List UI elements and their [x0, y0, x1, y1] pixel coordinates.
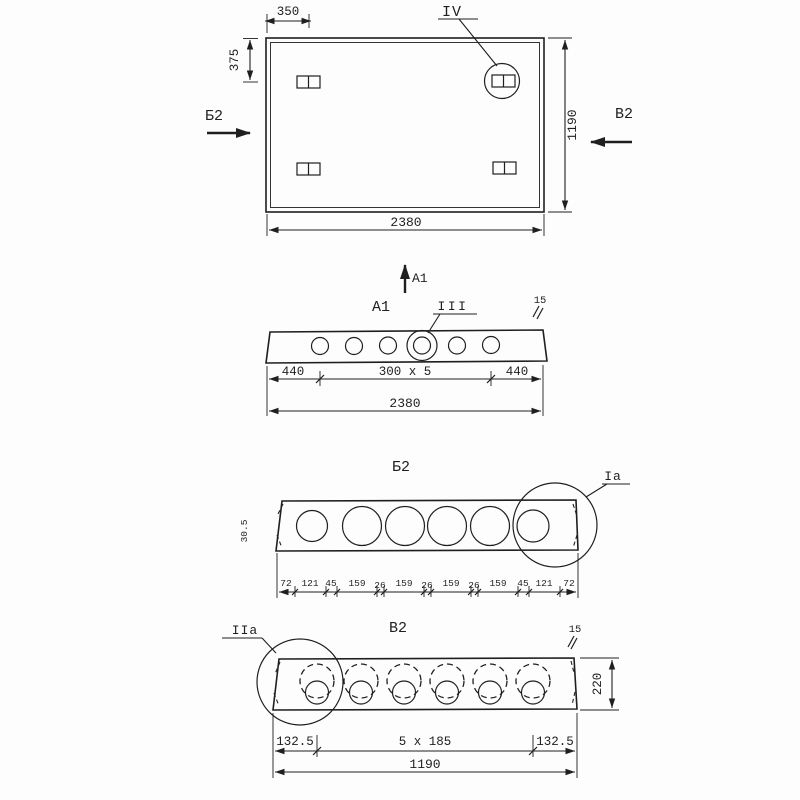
section-arrow-left-label: Б2 — [204, 108, 224, 125]
void-4 — [428, 507, 467, 546]
svg-text:26: 26 — [468, 580, 480, 591]
section-a1-title: A1 — [371, 299, 391, 316]
dim-1190-v2-label: 1190 — [409, 757, 441, 772]
svg-text:72: 72 — [280, 578, 292, 589]
lifting-loop-top-left — [297, 76, 320, 88]
void-2 — [343, 507, 382, 546]
chamfer-dash-right-bottom — [573, 535, 577, 548]
detail-circle-III — [407, 331, 437, 361]
hole-2 — [346, 338, 363, 355]
svg-text:159: 159 — [348, 578, 366, 589]
chamfer-15-label-a1: 15 — [533, 295, 547, 307]
void-3 — [386, 507, 425, 546]
dim-132-left: 132.5 — [276, 735, 314, 749]
dim-5x185: 5 x 185 — [398, 735, 452, 749]
section-v2-title: В2 — [388, 620, 408, 637]
plan-view — [205, 4, 633, 236]
svg-text:159: 159 — [395, 578, 413, 589]
svg-text:45: 45 — [517, 578, 529, 589]
dim-350-label: 350 — [276, 5, 300, 19]
section-b2-title: Б2 — [391, 459, 411, 476]
chamfer-15-label-v2: 15 — [568, 624, 582, 636]
dim-440-left: 440 — [281, 365, 305, 379]
svg-text:159: 159 — [442, 578, 460, 589]
dim-1190-label: 1190 — [565, 109, 580, 141]
void-6 — [517, 510, 549, 542]
hole-4 — [414, 337, 431, 354]
dim-30-5-label: 30.5 — [239, 519, 250, 543]
cut-arrow-a1-label: A1 — [412, 271, 428, 286]
svg-text:121: 121 — [535, 578, 553, 589]
section-b2-view — [239, 459, 630, 598]
section-a1-view — [266, 265, 547, 416]
lifting-loop-bottom-right — [493, 162, 516, 174]
detail-IIa-label: IIа — [231, 623, 259, 638]
panel-inner-edge — [271, 43, 540, 208]
void-5 — [471, 507, 510, 546]
svg-text:72: 72 — [563, 578, 575, 589]
hole-5 — [449, 337, 466, 354]
svg-text:121: 121 — [301, 578, 319, 589]
section-arrow-right-label: В2 — [614, 106, 634, 123]
dim-220-label: 220 — [591, 672, 605, 696]
hidden-voids — [300, 664, 550, 698]
detail-circle-IV — [485, 64, 520, 99]
detail-circle-Ia — [513, 483, 597, 567]
slab-section-v2-outline — [273, 658, 577, 710]
dim-chain-labels — [280, 578, 575, 591]
lifting-loop-bottom-left — [297, 163, 320, 175]
section-v2-view — [222, 620, 619, 778]
dim-300x5: 300 x 5 — [378, 365, 432, 379]
detail-IIa-leader — [262, 638, 276, 653]
dim-2380-a1-label: 2380 — [389, 396, 421, 411]
hole-6 — [483, 337, 500, 354]
detail-IV-label: IV — [441, 4, 463, 21]
detail-Ia-leader — [586, 484, 607, 497]
svg-text:26: 26 — [374, 580, 386, 591]
chamfer-mark-a1 — [533, 306, 539, 317]
dim-132-right: 132.5 — [536, 735, 574, 749]
svg-text:26: 26 — [421, 580, 433, 591]
dim-375-label: 375 — [228, 48, 242, 72]
dim-2380-label: 2380 — [390, 215, 422, 230]
hole-1 — [312, 338, 329, 355]
void-1 — [297, 511, 328, 542]
detail-III-label: III — [437, 299, 469, 314]
svg-text:159: 159 — [489, 578, 507, 589]
dim-440-right: 440 — [505, 365, 529, 379]
detail-Ia-label: Ia — [604, 469, 622, 484]
svg-text:45: 45 — [325, 578, 337, 589]
hole-3 — [380, 337, 397, 354]
lifting-loop-top-right — [492, 75, 515, 87]
